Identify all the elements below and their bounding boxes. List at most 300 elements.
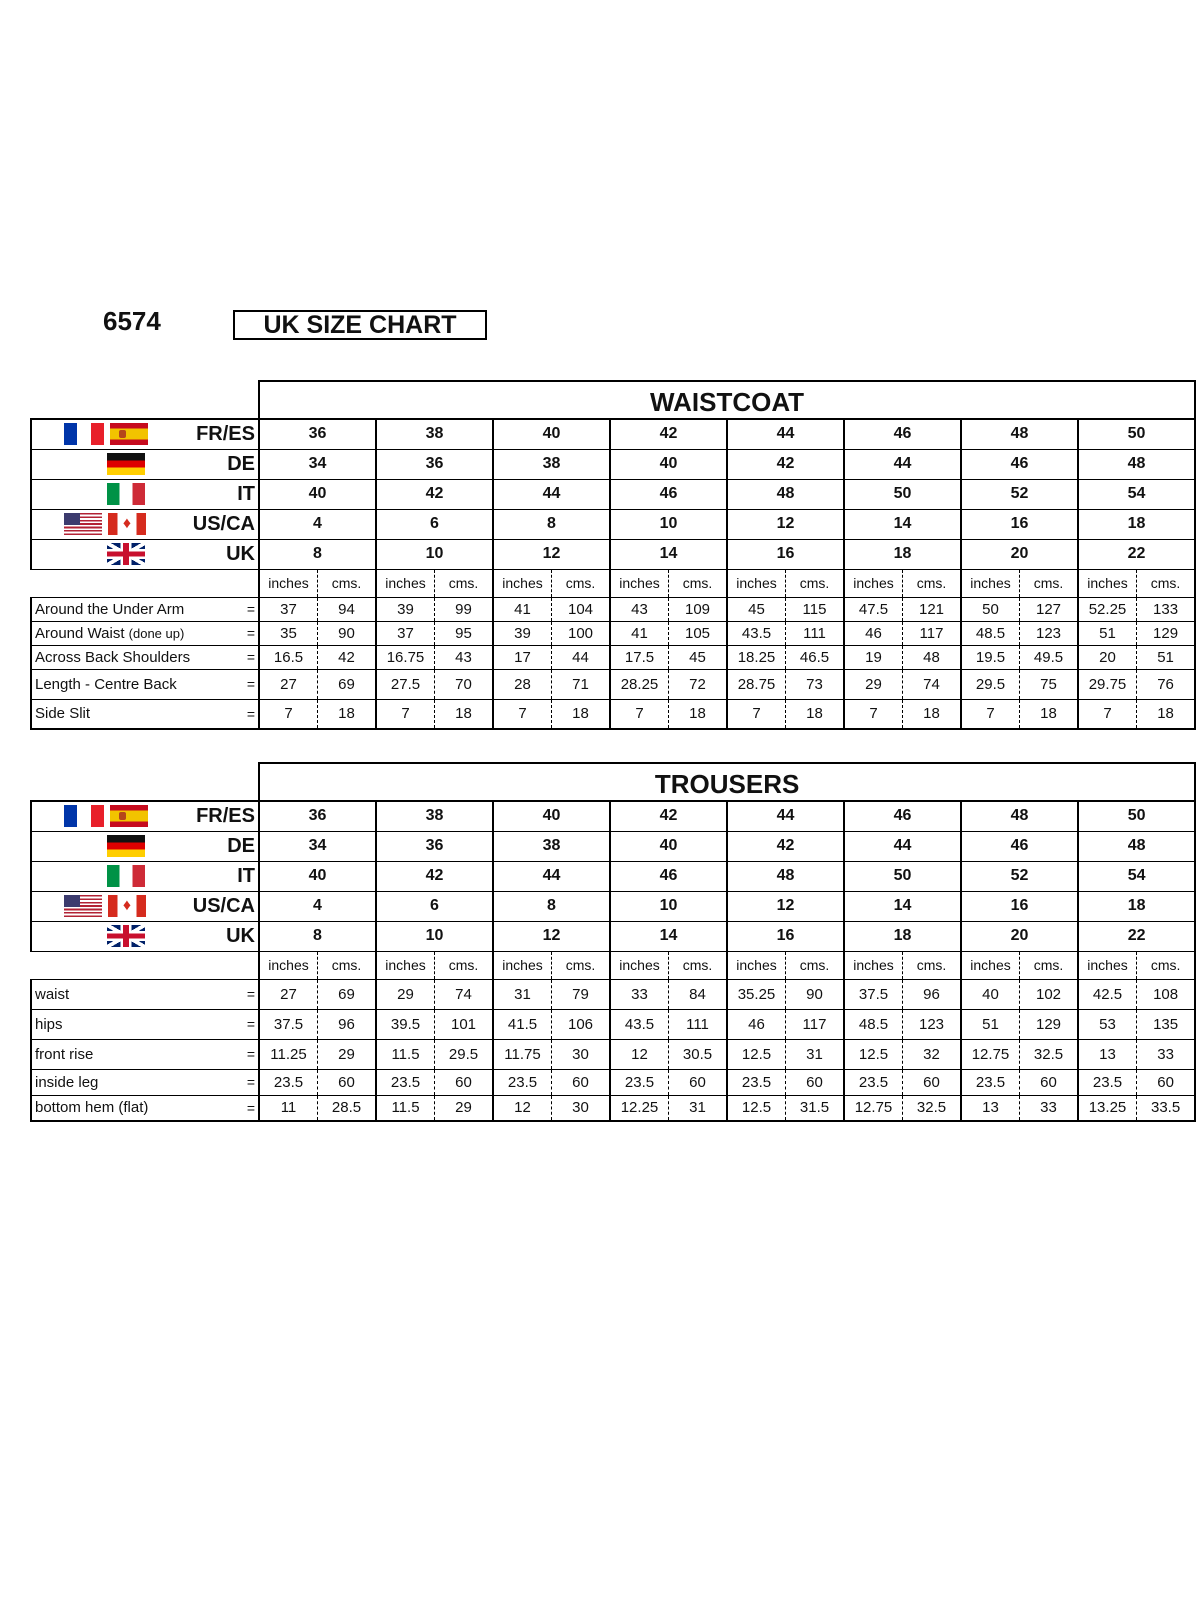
size-system-label: DE <box>227 834 255 857</box>
size-value: 46 <box>844 801 961 831</box>
measurement-value: 29.5 <box>961 669 1020 699</box>
measurement-value: 45 <box>727 597 786 621</box>
measurement-value: 45 <box>669 645 728 669</box>
measurement-value: 60 <box>1137 1069 1196 1095</box>
size-value: 12 <box>727 891 844 921</box>
size-value: 12 <box>493 921 610 951</box>
measurement-value: 12.75 <box>961 1039 1020 1069</box>
measurement-value: 31 <box>669 1095 728 1121</box>
flags <box>107 865 145 887</box>
measurement-value: 23.5 <box>727 1069 786 1095</box>
measurement-value: 109 <box>669 597 728 621</box>
measurement-value: 46.5 <box>786 645 845 669</box>
size-value: 38 <box>493 449 610 479</box>
flag-it-icon <box>107 865 145 887</box>
measurement-value: 48.5 <box>844 1009 903 1039</box>
measurement-value: 7 <box>376 699 435 729</box>
measurement-name: Length - Centre Back <box>35 675 177 693</box>
size-value: 44 <box>844 831 961 861</box>
measurement-value: 95 <box>435 621 494 645</box>
unit-cms: cms. <box>903 569 962 597</box>
unit-inches: inches <box>961 569 1020 597</box>
size-system-label: FR/ES <box>196 422 255 445</box>
measurement-value: 108 <box>1137 979 1196 1009</box>
measurement-value: 129 <box>1020 1009 1079 1039</box>
measurement-value: 90 <box>786 979 845 1009</box>
size-value: 12 <box>493 539 610 569</box>
measurement-value: 18 <box>903 699 962 729</box>
size-value: 4 <box>259 509 376 539</box>
flag-es-icon <box>110 423 148 445</box>
blank-corner <box>31 763 259 801</box>
flag-de-icon <box>107 835 145 857</box>
measurement-value: 127 <box>1020 597 1079 621</box>
blank-cell <box>31 569 259 597</box>
size-value: 52 <box>961 479 1078 509</box>
unit-cms: cms. <box>318 569 377 597</box>
flags <box>64 805 148 827</box>
measurement-value: 30 <box>552 1095 611 1121</box>
size-value: 18 <box>844 921 961 951</box>
measurement-value: 7 <box>259 699 318 729</box>
size-system-label: FR/ES <box>196 804 255 827</box>
size-value: 10 <box>610 509 727 539</box>
size-value: 44 <box>493 861 610 891</box>
measurement-value: 47.5 <box>844 597 903 621</box>
measurement-name: front rise <box>35 1045 94 1063</box>
flags <box>64 895 146 917</box>
measurement-value: 7 <box>493 699 552 729</box>
size-value: 46 <box>961 831 1078 861</box>
measurement-name: Around Waist <box>35 624 125 642</box>
size-label-it <box>31 861 259 891</box>
measurement-value: 49.5 <box>1020 645 1079 669</box>
size-value: 10 <box>376 921 493 951</box>
measurement-label <box>31 1039 259 1069</box>
flag-uk-icon <box>107 925 145 947</box>
size-value: 42 <box>610 419 727 449</box>
measurement-value: 13.25 <box>1078 1095 1137 1121</box>
measurement-value: 19.5 <box>961 645 1020 669</box>
size-value: 38 <box>493 831 610 861</box>
equals-sign: = <box>246 676 255 692</box>
size-value: 42 <box>610 801 727 831</box>
size-value: 48 <box>961 419 1078 449</box>
size-value: 40 <box>259 479 376 509</box>
measurement-value: 18 <box>786 699 845 729</box>
flags <box>107 453 145 475</box>
measurement-value: 23.5 <box>961 1069 1020 1095</box>
product-code: 6574 <box>103 306 161 336</box>
measurement-name: waist <box>35 985 70 1003</box>
size-value: 16 <box>727 921 844 951</box>
measurement-value: 27.5 <box>376 669 435 699</box>
measurement-value: 11.5 <box>376 1095 435 1121</box>
measurement-value: 99 <box>435 597 494 621</box>
measurement-value: 48.5 <box>961 621 1020 645</box>
measurement-value: 84 <box>669 979 728 1009</box>
measurement-value: 13 <box>961 1095 1020 1121</box>
measurement-value: 37 <box>376 621 435 645</box>
measurement-value: 70 <box>435 669 494 699</box>
measurement-value: 75 <box>1020 669 1079 699</box>
measurement-label <box>31 597 259 621</box>
size-value: 8 <box>259 539 376 569</box>
measurement-value: 18 <box>1020 699 1079 729</box>
measurement-name: Side Slit <box>35 705 91 723</box>
measurement-value: 12 <box>610 1039 669 1069</box>
measurement-value: 19 <box>844 645 903 669</box>
waistcoat-size-table <box>30 380 1196 730</box>
size-label-uk <box>31 539 259 569</box>
unit-cms: cms. <box>552 569 611 597</box>
unit-inches: inches <box>844 951 903 979</box>
trousers-size-table <box>30 762 1196 1122</box>
measurement-value: 41 <box>610 621 669 645</box>
measurement-value: 20 <box>1078 645 1137 669</box>
unit-cms: cms. <box>552 951 611 979</box>
equals-sign: = <box>246 1074 255 1090</box>
size-value: 54 <box>1078 479 1195 509</box>
flag-us-icon <box>64 895 102 917</box>
measurement-label <box>31 979 259 1009</box>
measurement-value: 51 <box>1078 621 1137 645</box>
size-value: 42 <box>727 449 844 479</box>
unit-inches: inches <box>1078 951 1137 979</box>
size-value: 48 <box>1078 831 1195 861</box>
measurement-value: 44 <box>552 645 611 669</box>
size-value: 14 <box>610 921 727 951</box>
measurement-label <box>31 669 259 699</box>
flags <box>107 483 145 505</box>
size-value: 48 <box>727 479 844 509</box>
measurement-label <box>31 645 259 669</box>
flag-uk-icon <box>107 543 145 565</box>
size-value: 48 <box>961 801 1078 831</box>
measurement-value: 37 <box>259 597 318 621</box>
measurement-value: 53 <box>1078 1009 1137 1039</box>
measurement-value: 123 <box>1020 621 1079 645</box>
measurement-value: 28.75 <box>727 669 786 699</box>
measurement-value: 23.5 <box>610 1069 669 1095</box>
measurement-value: 94 <box>318 597 377 621</box>
measurement-value: 12 <box>493 1095 552 1121</box>
measurement-value: 41.5 <box>493 1009 552 1039</box>
flags <box>64 513 146 535</box>
unit-cms: cms. <box>1020 951 1079 979</box>
measurement-value: 7 <box>610 699 669 729</box>
size-value: 14 <box>844 509 961 539</box>
measurement-value: 33.5 <box>1137 1095 1196 1121</box>
measurement-value: 46 <box>727 1009 786 1039</box>
size-value: 52 <box>961 861 1078 891</box>
size-value: 40 <box>493 801 610 831</box>
measurement-value: 27 <box>259 979 318 1009</box>
measurement-value: 29 <box>318 1039 377 1069</box>
trousers-title: TROUSERS <box>259 763 1195 801</box>
measurement-value: 12.5 <box>844 1039 903 1069</box>
flag-ca-icon <box>108 513 146 535</box>
measurement-value: 50 <box>961 597 1020 621</box>
measurement-value: 101 <box>435 1009 494 1039</box>
measurement-value: 100 <box>552 621 611 645</box>
size-system-label: US/CA <box>192 894 255 917</box>
measurement-name: hips <box>35 1015 63 1033</box>
size-value: 16 <box>961 509 1078 539</box>
measurement-label <box>31 1009 259 1039</box>
size-value: 40 <box>493 419 610 449</box>
measurement-value: 37.5 <box>844 979 903 1009</box>
unit-cms: cms. <box>318 951 377 979</box>
waistcoat-title: WAISTCOAT <box>259 381 1195 419</box>
size-value: 8 <box>493 891 610 921</box>
measurement-value: 104 <box>552 597 611 621</box>
unit-cms: cms. <box>786 569 845 597</box>
measurement-value: 35 <box>259 621 318 645</box>
size-value: 40 <box>259 861 376 891</box>
size-value: 8 <box>493 509 610 539</box>
size-value: 42 <box>376 479 493 509</box>
measurement-value: 18 <box>552 699 611 729</box>
measurement-value: 60 <box>1020 1069 1079 1095</box>
size-value: 4 <box>259 891 376 921</box>
measurement-value: 7 <box>1078 699 1137 729</box>
size-value: 44 <box>727 419 844 449</box>
unit-inches: inches <box>610 569 669 597</box>
size-system-label: UK <box>226 542 255 565</box>
size-system-label: DE <box>227 452 255 475</box>
measurement-value: 12.5 <box>727 1039 786 1069</box>
size-value: 50 <box>844 861 961 891</box>
measurement-value: 31 <box>493 979 552 1009</box>
measurement-value: 71 <box>552 669 611 699</box>
flag-fr-icon <box>64 805 104 827</box>
unit-inches: inches <box>259 951 318 979</box>
size-value: 22 <box>1078 539 1195 569</box>
measurement-value: 129 <box>1137 621 1196 645</box>
measurement-value: 117 <box>786 1009 845 1039</box>
size-value: 38 <box>376 801 493 831</box>
size-value: 14 <box>844 891 961 921</box>
measurement-value: 43 <box>610 597 669 621</box>
blank-cell <box>31 951 259 979</box>
unit-inches: inches <box>610 951 669 979</box>
size-value: 40 <box>610 831 727 861</box>
size-value: 42 <box>727 831 844 861</box>
measurement-value: 43 <box>435 645 494 669</box>
size-system-label: IT <box>237 482 255 505</box>
size-value: 16 <box>727 539 844 569</box>
measurement-value: 51 <box>961 1009 1020 1039</box>
measurement-value: 30.5 <box>669 1039 728 1069</box>
measurement-label <box>31 1095 259 1121</box>
size-value: 54 <box>1078 861 1195 891</box>
measurement-value: 31 <box>786 1039 845 1069</box>
measurement-label <box>31 699 259 729</box>
equals-sign: = <box>246 625 255 641</box>
measurement-value: 52.25 <box>1078 597 1137 621</box>
size-value: 6 <box>376 891 493 921</box>
measurement-value: 18.25 <box>727 645 786 669</box>
measurement-value: 33 <box>1137 1039 1196 1069</box>
size-value: 12 <box>727 509 844 539</box>
measurement-value: 18 <box>435 699 494 729</box>
measurement-value: 39.5 <box>376 1009 435 1039</box>
size-system-label: UK <box>226 924 255 947</box>
size-label-it <box>31 479 259 509</box>
measurement-value: 115 <box>786 597 845 621</box>
measurement-value: 60 <box>669 1069 728 1095</box>
equals-sign: = <box>246 986 255 1002</box>
measurement-value: 96 <box>903 979 962 1009</box>
equals-sign: = <box>246 705 255 722</box>
unit-cms: cms. <box>1137 569 1196 597</box>
measurement-value: 73 <box>786 669 845 699</box>
measurement-value: 29.75 <box>1078 669 1137 699</box>
size-value: 48 <box>727 861 844 891</box>
measurement-value: 7 <box>727 699 786 729</box>
measurement-value: 12.5 <box>727 1095 786 1121</box>
measurement-value: 18 <box>318 699 377 729</box>
measurement-label <box>31 1069 259 1095</box>
measurement-value: 35.25 <box>727 979 786 1009</box>
size-value: 18 <box>1078 891 1195 921</box>
measurement-value: 27 <box>259 669 318 699</box>
size-label-uk <box>31 921 259 951</box>
measurement-value: 41 <box>493 597 552 621</box>
measurement-value: 48 <box>903 645 962 669</box>
measurement-value: 17 <box>493 645 552 669</box>
measurement-label <box>31 621 259 645</box>
measurement-value: 18 <box>669 699 728 729</box>
measurement-value: 69 <box>318 979 377 1009</box>
measurement-value: 23.5 <box>493 1069 552 1095</box>
size-value: 34 <box>259 449 376 479</box>
flag-fr-icon <box>64 423 104 445</box>
measurement-note: (done up) <box>128 625 185 641</box>
flag-es-icon <box>110 805 148 827</box>
measurement-value: 96 <box>318 1009 377 1039</box>
unit-cms: cms. <box>903 951 962 979</box>
size-label-de <box>31 831 259 861</box>
measurement-value: 90 <box>318 621 377 645</box>
size-value: 38 <box>376 419 493 449</box>
unit-cms: cms. <box>1020 569 1079 597</box>
size-value: 8 <box>259 921 376 951</box>
blank-corner <box>31 381 259 419</box>
measurement-value: 13 <box>1078 1039 1137 1069</box>
flags <box>64 423 148 445</box>
size-system-label: US/CA <box>192 512 255 535</box>
size-system-label: IT <box>237 864 255 887</box>
measurement-value: 74 <box>435 979 494 1009</box>
measurement-name: inside leg <box>35 1073 99 1091</box>
equals-sign: = <box>246 649 255 665</box>
measurement-value: 117 <box>903 621 962 645</box>
unit-inches: inches <box>1078 569 1137 597</box>
unit-inches: inches <box>376 569 435 597</box>
measurement-value: 32.5 <box>903 1095 962 1121</box>
size-value: 18 <box>844 539 961 569</box>
measurement-value: 23.5 <box>259 1069 318 1095</box>
measurement-value: 46 <box>844 621 903 645</box>
measurement-value: 102 <box>1020 979 1079 1009</box>
measurement-value: 74 <box>903 669 962 699</box>
measurement-value: 12.25 <box>610 1095 669 1121</box>
measurement-value: 37.5 <box>259 1009 318 1039</box>
size-value: 18 <box>1078 509 1195 539</box>
measurement-value: 39 <box>376 597 435 621</box>
page-title: UK SIZE CHART <box>233 310 487 340</box>
measurement-value: 79 <box>552 979 611 1009</box>
measurement-value: 123 <box>903 1009 962 1039</box>
size-value: 20 <box>961 921 1078 951</box>
measurement-value: 51 <box>1137 645 1196 669</box>
size-label-fr-es <box>31 419 259 449</box>
size-value: 50 <box>1078 419 1195 449</box>
unit-inches: inches <box>493 569 552 597</box>
measurement-value: 28.25 <box>610 669 669 699</box>
measurement-value: 133 <box>1137 597 1196 621</box>
size-label-us-ca <box>31 891 259 921</box>
size-value: 42 <box>376 861 493 891</box>
size-value: 10 <box>376 539 493 569</box>
size-value: 20 <box>961 539 1078 569</box>
size-value: 44 <box>493 479 610 509</box>
unit-inches: inches <box>727 951 786 979</box>
measurement-value: 16.75 <box>376 645 435 669</box>
measurement-value: 30 <box>552 1039 611 1069</box>
size-value: 36 <box>376 831 493 861</box>
measurement-value: 121 <box>903 597 962 621</box>
equals-sign: = <box>246 1046 255 1062</box>
measurement-value: 60 <box>786 1069 845 1095</box>
unit-inches: inches <box>961 951 1020 979</box>
unit-inches: inches <box>376 951 435 979</box>
size-value: 46 <box>844 419 961 449</box>
size-value: 34 <box>259 831 376 861</box>
measurement-value: 60 <box>552 1069 611 1095</box>
size-value: 6 <box>376 509 493 539</box>
size-value: 44 <box>844 449 961 479</box>
flags <box>107 543 145 565</box>
size-value: 46 <box>961 449 1078 479</box>
measurement-value: 111 <box>669 1009 728 1039</box>
flags <box>107 925 145 947</box>
measurement-value: 60 <box>318 1069 377 1095</box>
measurement-value: 12.75 <box>844 1095 903 1121</box>
measurement-value: 11.75 <box>493 1039 552 1069</box>
unit-cms: cms. <box>1137 951 1196 979</box>
unit-cms: cms. <box>435 951 494 979</box>
unit-cms: cms. <box>669 569 728 597</box>
measurement-value: 23.5 <box>1078 1069 1137 1095</box>
measurement-value: 40 <box>961 979 1020 1009</box>
measurement-value: 60 <box>903 1069 962 1095</box>
measurement-value: 28.5 <box>318 1095 377 1121</box>
measurement-value: 18 <box>1137 699 1196 729</box>
measurement-value: 29 <box>376 979 435 1009</box>
flag-de-icon <box>107 453 145 475</box>
measurement-value: 31.5 <box>786 1095 845 1121</box>
flag-ca-icon <box>108 895 146 917</box>
measurement-value: 32.5 <box>1020 1039 1079 1069</box>
size-value: 46 <box>610 479 727 509</box>
measurement-value: 17.5 <box>610 645 669 669</box>
measurement-value: 76 <box>1137 669 1196 699</box>
unit-cms: cms. <box>435 569 494 597</box>
measurement-name: bottom hem (flat) <box>35 1099 149 1117</box>
